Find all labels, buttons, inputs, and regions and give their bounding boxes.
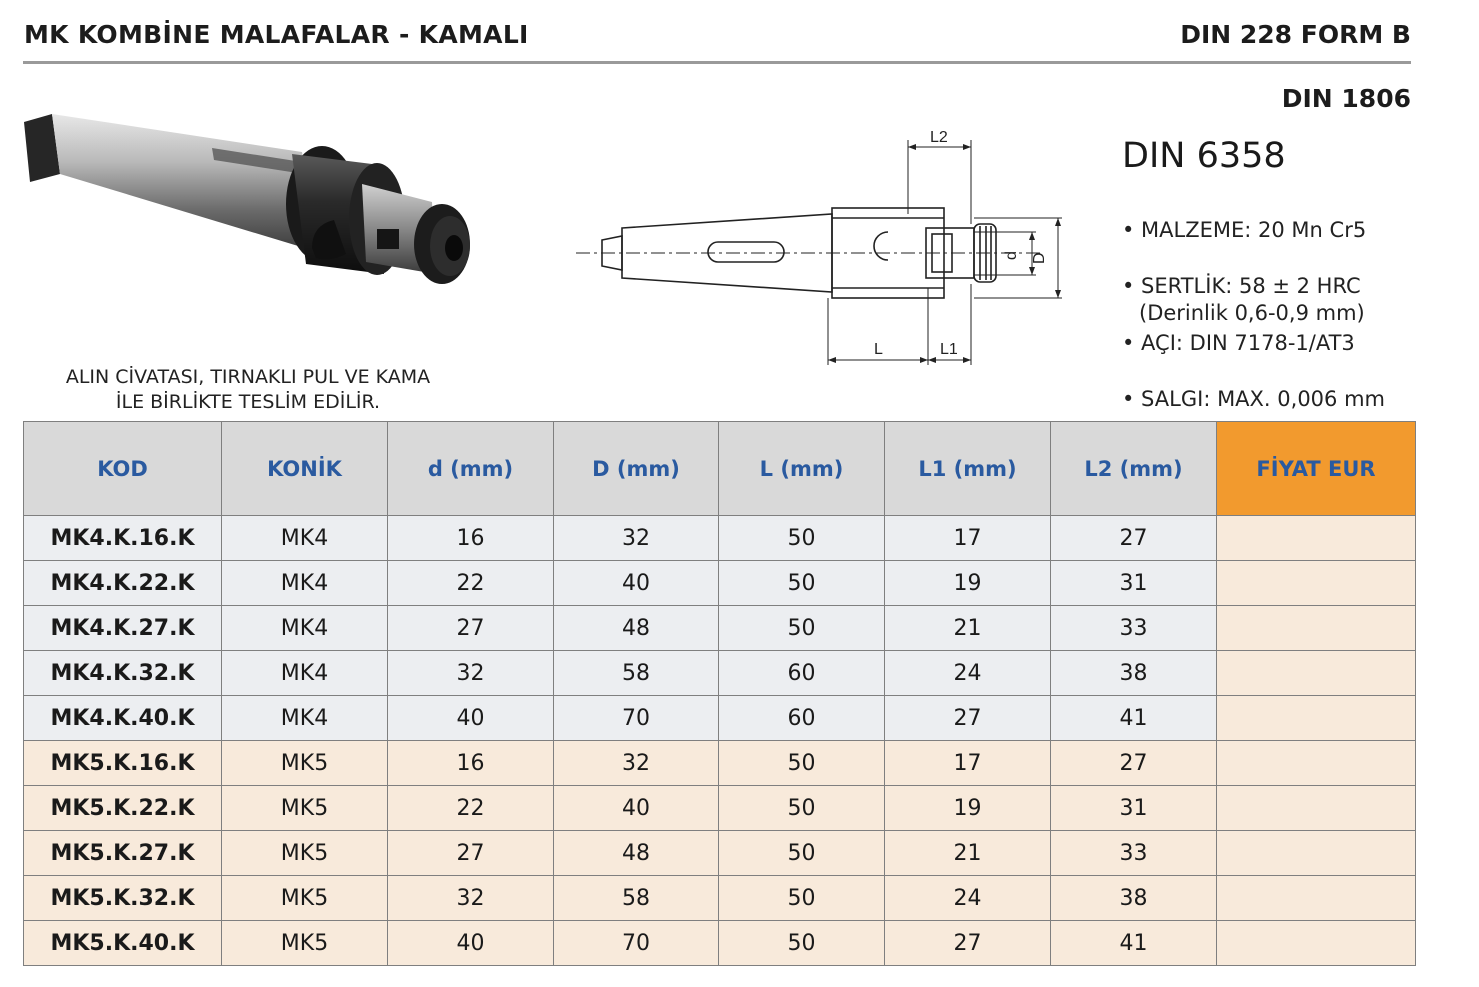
cell-kod: MK4.K.22.K [24,561,222,606]
cell-kod: MK5.K.22.K [24,786,222,831]
dim-label-l: L [874,341,883,358]
spec-hardness: • SERTLİK: 58 ± 2 HRC [1122,274,1361,298]
page-title: MK KOMBİNE MALAFALAR - KAMALI [24,20,529,49]
cell-L: 50 [719,831,885,876]
cell-price [1217,921,1416,966]
caption-line-1: ALIN CİVATASI, TIRNAKLI PUL VE KAMA [65,366,431,388]
col-header-L2: L2 (mm) [1051,422,1217,516]
cell-L2: 31 [1051,786,1217,831]
table-row [24,786,1416,831]
cell-kod: MK4.K.32.K [24,651,222,696]
cell-L2: 41 [1051,696,1217,741]
cell-d: 27 [388,831,554,876]
col-header-L1: L1 (mm) [885,422,1051,516]
cell-konik: MK5 [222,876,388,921]
cell-d: 32 [388,651,554,696]
cell-L1: 27 [885,696,1051,741]
dim-label-l1: L1 [940,341,958,358]
cell-kod: MK4.K.40.K [24,696,222,741]
spec-standard-title: DIN 6358 [1122,136,1286,176]
cell-D: 32 [554,741,719,786]
table-row [24,696,1416,741]
cell-L1: 27 [885,921,1051,966]
cell-L1: 24 [885,651,1051,696]
cell-L2: 38 [1051,876,1217,921]
cell-konik: MK4 [222,696,388,741]
cell-konik: MK5 [222,786,388,831]
cell-L2: 27 [1051,516,1217,561]
cell-L1: 17 [885,741,1051,786]
caption-line-2: İLE BİRLİKTE TESLİM EDİLİR. [115,391,381,413]
cell-L2: 41 [1051,921,1217,966]
cell-L: 50 [719,786,885,831]
cell-d: 40 [388,696,554,741]
cell-D: 58 [554,651,719,696]
cell-price [1217,786,1416,831]
cell-L: 50 [719,876,885,921]
cell-d: 22 [388,786,554,831]
col-header-konik: KONİK [222,422,388,516]
cell-price [1217,741,1416,786]
dim-label-d: d [1003,251,1020,260]
cell-kod: MK4.K.27.K [24,606,222,651]
spec-angle: • AÇI: DIN 7178-1/AT3 [1122,331,1355,355]
table-row [24,741,1416,786]
technical-drawing [570,120,1070,375]
spec-material: • MALZEME: 20 Mn Cr5 [1122,218,1367,242]
col-header-d: d (mm) [388,422,554,516]
table-row [24,516,1416,561]
col-header-L: L (mm) [719,422,885,516]
cell-price [1217,696,1416,741]
cell-L1: 19 [885,561,1051,606]
cell-price [1217,831,1416,876]
cell-kod: MK5.K.16.K [24,741,222,786]
table-row [24,876,1416,921]
cell-L: 60 [719,696,885,741]
cell-price [1217,651,1416,696]
cell-L2: 38 [1051,651,1217,696]
cell-price [1217,516,1416,561]
cell-price [1217,606,1416,651]
cell-L2: 33 [1051,606,1217,651]
cell-d: 16 [388,516,554,561]
col-header-D: D (mm) [554,422,719,516]
table-row [24,831,1416,876]
table-header-row [24,422,1416,516]
cell-D: 32 [554,516,719,561]
cell-L2: 27 [1051,741,1217,786]
cell-L: 50 [719,741,885,786]
table-row [24,561,1416,606]
cell-kod: MK5.K.40.K [24,921,222,966]
cell-price [1217,561,1416,606]
product-photo [22,104,482,314]
product-table [23,421,1416,966]
cell-konik: MK5 [222,741,388,786]
col-header-kod: KOD [24,422,222,516]
cell-konik: MK4 [222,606,388,651]
cell-L2: 33 [1051,831,1217,876]
table-row [24,606,1416,651]
col-header-price: FİYAT EUR [1217,422,1416,516]
table-row [24,651,1416,696]
spec-runout: • SALGI: MAX. 0,006 mm [1122,387,1385,411]
dim-label-l2: L2 [930,129,948,146]
cell-konik: MK4 [222,561,388,606]
cell-D: 70 [554,921,719,966]
dim-label-D: D [1031,252,1048,264]
cell-L1: 21 [885,831,1051,876]
table-row [24,921,1416,966]
cell-d: 27 [388,606,554,651]
spec-hardness-depth: (Derinlik 0,6-0,9 mm) [1139,301,1365,325]
cell-D: 40 [554,786,719,831]
cell-D: 70 [554,696,719,741]
cell-d: 40 [388,921,554,966]
cell-L: 50 [719,921,885,966]
cell-L1: 21 [885,606,1051,651]
cell-D: 48 [554,831,719,876]
cell-L: 60 [719,651,885,696]
cell-L1: 17 [885,516,1051,561]
cell-L: 50 [719,516,885,561]
cell-d: 22 [388,561,554,606]
cell-L: 50 [719,561,885,606]
cell-kod: MK5.K.32.K [24,876,222,921]
standard-din-228: DIN 228 FORM B [1180,20,1411,49]
cell-L1: 19 [885,786,1051,831]
cell-konik: MK5 [222,921,388,966]
header-divider [23,61,1411,64]
cell-price [1217,876,1416,921]
cell-L: 50 [719,606,885,651]
cell-L1: 24 [885,876,1051,921]
cell-D: 58 [554,876,719,921]
cell-d: 32 [388,876,554,921]
cell-L2: 31 [1051,561,1217,606]
cell-kod: MK5.K.27.K [24,831,222,876]
cell-konik: MK4 [222,516,388,561]
delivery-caption [38,365,458,415]
cell-D: 48 [554,606,719,651]
cell-konik: MK4 [222,651,388,696]
standard-din-1806: DIN 1806 [1281,84,1411,113]
cell-kod: MK4.K.16.K [24,516,222,561]
cell-konik: MK5 [222,831,388,876]
cell-D: 40 [554,561,719,606]
cell-d: 16 [388,741,554,786]
